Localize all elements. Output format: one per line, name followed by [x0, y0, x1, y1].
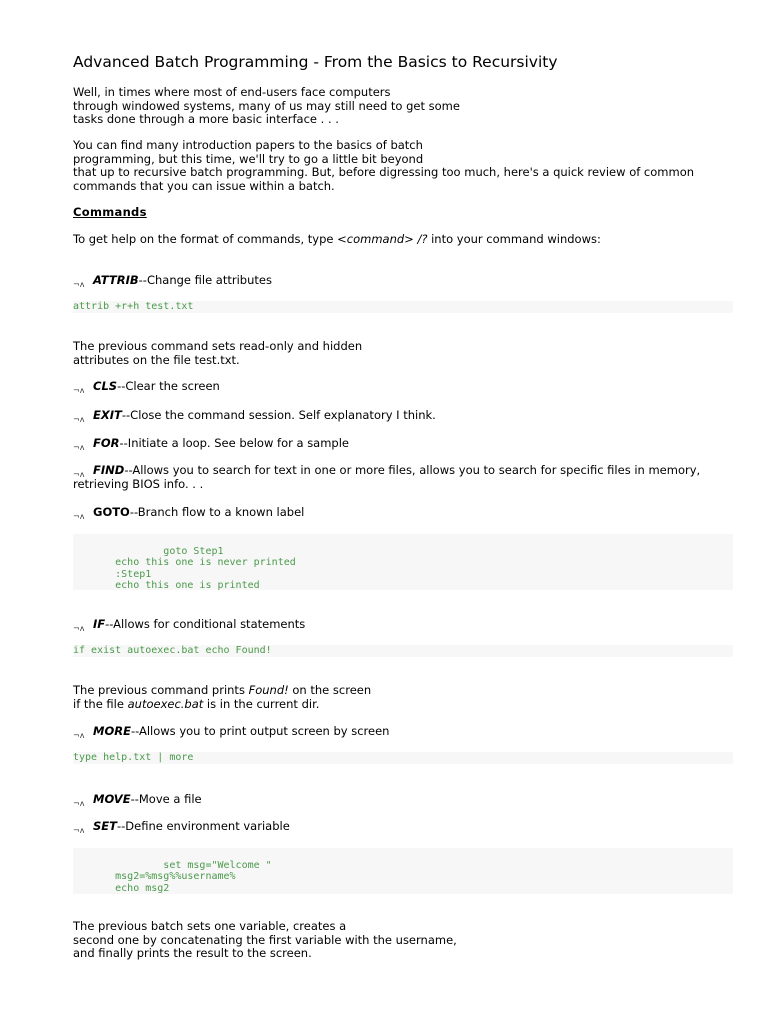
command-item-attrib: [73, 274, 733, 288]
command-item-set: [73, 820, 733, 834]
bullet-icon: ¬ʌ: [73, 731, 85, 740]
code-block-goto: goto Step1 echo this one is never printed :Step1 echo this one is printed: [73, 534, 733, 590]
intro2-line: You can find many introduction papers to the basics of batch: [73, 138, 423, 152]
note-line: The previous command sets read-only and hidden: [73, 339, 363, 353]
set-note: [73, 920, 733, 961]
command-desc: --Allows for conditional statements: [105, 617, 306, 631]
intro2-line: that up to recursive batch programming. But, before digressing too much, here's a quick review of common: [73, 165, 695, 179]
command-name: FIND: [93, 463, 125, 477]
help-text-command: <command> /?: [337, 232, 428, 246]
code-block-more: type help.txt | more: [73, 752, 733, 764]
code-block-set: set msg="Welcome " msg2=%msg%%username% echo msg2: [73, 848, 733, 894]
command-name: MOVE: [93, 792, 131, 806]
page-title: Advanced Batch Programming - From the Basics to Recursivity: [73, 53, 558, 71]
note-text: if the file: [73, 696, 128, 711]
command-desc: --Branch flow to a known label: [129, 505, 305, 519]
note-text: The previous command prints: [73, 683, 249, 697]
command-desc: --Change file attributes: [138, 273, 272, 287]
command-name: FOR: [93, 436, 120, 450]
note-line: The previous batch sets one variable, creates a: [73, 919, 347, 933]
command-desc: --Clear the screen: [117, 379, 220, 393]
note-line: second one by concatenating the first variable with the username,: [73, 932, 457, 947]
code-block-if: if exist autoexec.bat echo Found!: [73, 645, 733, 657]
if-note: [73, 684, 733, 711]
command-item-exit: [73, 409, 733, 423]
note-em: autoexec.bat: [127, 696, 204, 711]
note-line: [73, 684, 733, 698]
intro2-line: programming, but this time, we'll try to go a little bit beyond: [73, 151, 424, 166]
help-text-before: To get help on the format of commands, type: [73, 232, 338, 246]
command-name: MORE: [93, 724, 131, 738]
command-item-for: [73, 437, 733, 451]
note-em: Found!: [248, 683, 289, 697]
bullet-icon: ¬ʌ: [73, 470, 85, 479]
command-name: SET: [93, 819, 117, 833]
help-text: [73, 233, 733, 247]
command-desc: --Define environment variable: [116, 819, 290, 833]
bullet-icon: ¬ʌ: [73, 415, 85, 424]
command-desc: --Initiate a loop. See below for a sample: [119, 436, 350, 450]
command-item-if: [73, 618, 733, 632]
attrib-note: [73, 340, 733, 367]
command-item-goto: [73, 506, 733, 520]
intro-paragraph-2: [73, 139, 733, 193]
commands-heading: Commands: [73, 205, 147, 219]
help-text-after: into your command windows:: [427, 232, 601, 246]
bullet-icon: ¬ʌ: [73, 443, 85, 452]
note-line: attributes on the file test.txt.: [73, 352, 240, 367]
bullet-icon: ¬ʌ: [73, 512, 85, 521]
code-block-attrib: attrib +r+h test.txt: [73, 301, 733, 313]
command-name: EXIT: [93, 408, 122, 422]
command-desc: --Allows you to search for text in one or more files, allows you to search for specific files in memory, retrieving BIOS info. . .: [73, 463, 701, 491]
intro-line: Well, in times where most of end-users face computers: [73, 85, 391, 99]
bullet-icon: ¬ʌ: [73, 826, 85, 835]
command-name: IF: [93, 617, 106, 631]
note-line: [73, 698, 733, 712]
note-text: on the screen: [288, 683, 372, 697]
command-item-cls: [73, 380, 733, 394]
note-line: and finally prints the result to the screen.: [73, 946, 312, 960]
command-item-move: [73, 793, 733, 807]
intro-line: tasks done through a more basic interface . . .: [73, 112, 339, 126]
intro-line: through windowed systems, many of us may still need to get some: [73, 98, 460, 113]
command-item-find: [73, 464, 733, 491]
bullet-icon: ¬ʌ: [73, 280, 85, 289]
bullet-icon: ¬ʌ: [73, 799, 85, 808]
note-text: is in the current dir.: [203, 696, 320, 711]
intro2-line: commands that you can issue within a batch.: [73, 178, 335, 193]
command-item-more: [73, 725, 733, 739]
intro-paragraph: [73, 86, 733, 127]
command-name: ATTRIB: [93, 273, 139, 287]
command-name: CLS: [93, 379, 118, 393]
command-desc: --Close the command session. Self explanatory I think.: [121, 408, 436, 422]
command-desc: --Move a file: [130, 792, 202, 806]
bullet-icon: ¬ʌ: [73, 624, 85, 633]
command-name: GOTO: [93, 505, 130, 519]
bullet-icon: ¬ʌ: [73, 386, 85, 395]
command-desc: --Allows you to print output screen by screen: [130, 724, 390, 738]
